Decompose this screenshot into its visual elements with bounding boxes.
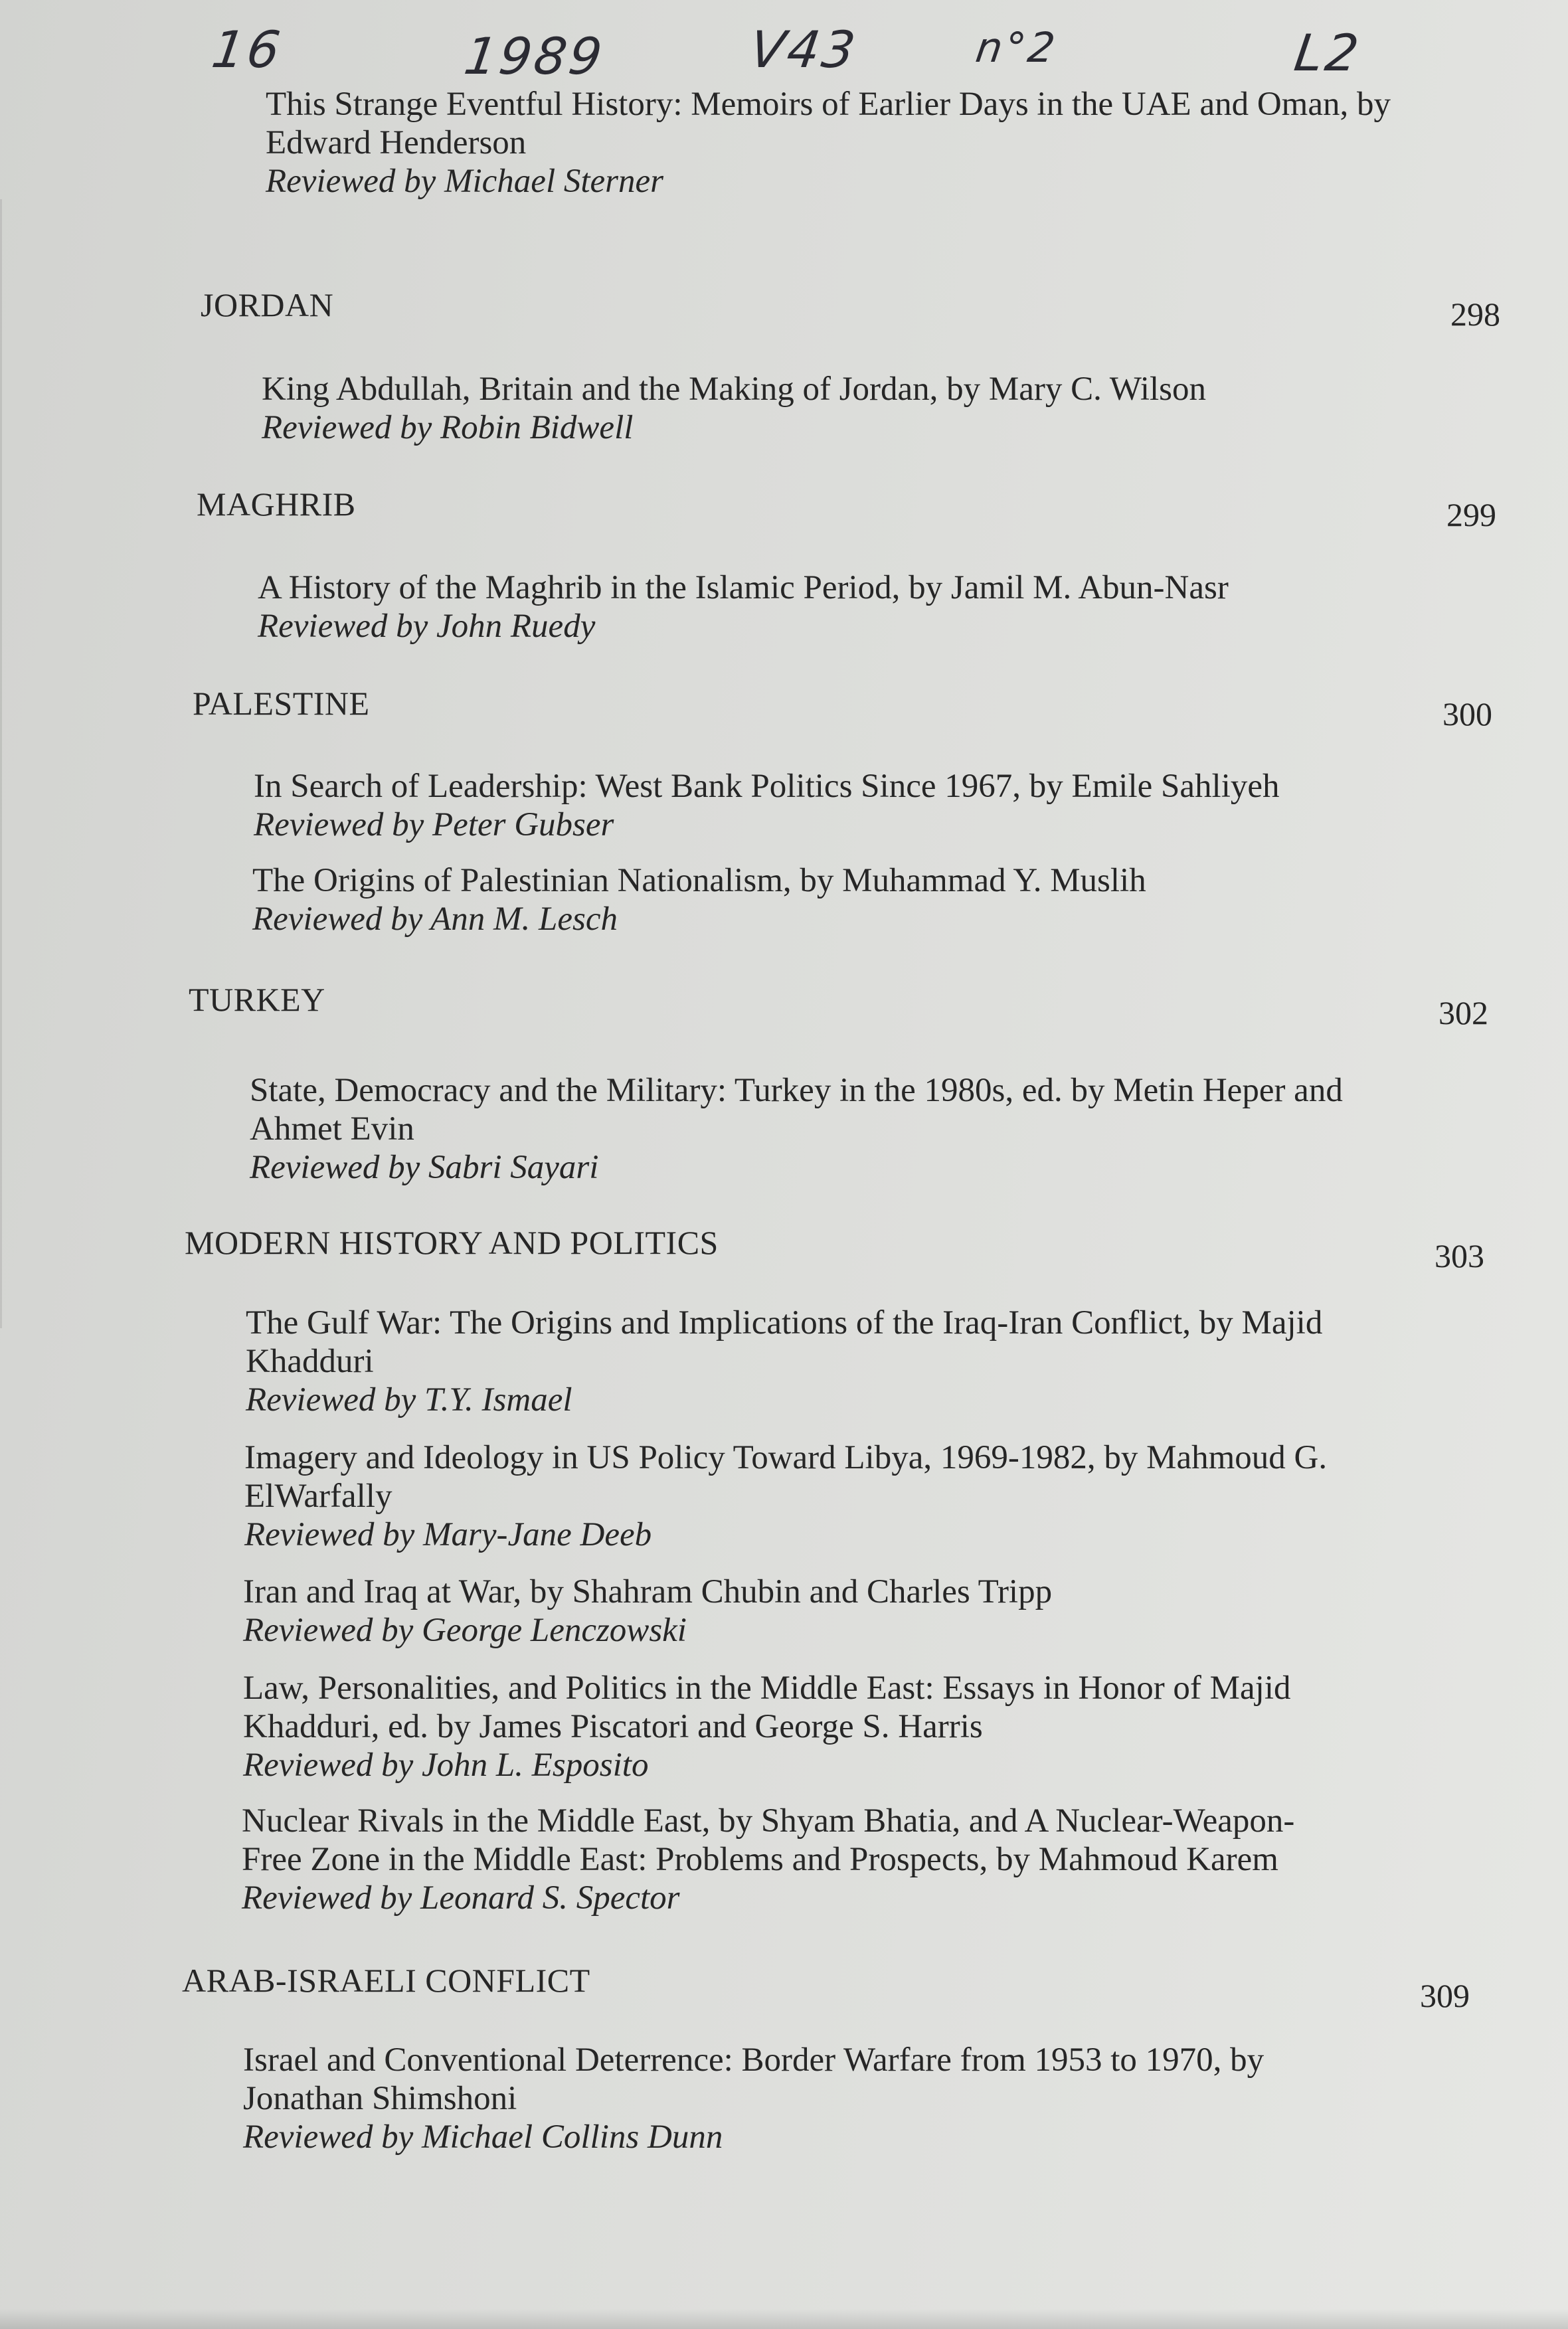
entry-title: The Origins of Palestinian Nationalism, by Muhammad Y. Muslih	[252, 862, 1146, 899]
handwritten-year: 1989	[460, 27, 608, 86]
section-page-arab-israeli: 309	[1420, 1977, 1470, 2014]
entry-reviewer: Reviewed by Ann M. Lesch	[252, 901, 618, 938]
entry-title: Nuclear Rivals in the Middle East, by Shyam Bhatia, and A Nuclear-Weapon-Free Zone in the Middle East: Problems and Prospects, by Mahmoud Karem	[242, 1802, 1295, 1878]
section-page-turkey: 302	[1438, 994, 1488, 1031]
entry-title: A History of the Maghrib in the Islamic Period, by Jamil M. Abun-Nasr	[258, 569, 1229, 606]
page-edge-shadow	[0, 199, 2, 1328]
toc-entry	[252, 861, 1421, 938]
toc-entry	[266, 85, 1435, 201]
section-page-jordan: 298	[1450, 296, 1500, 333]
entry-title: In Search of Leadership: West Bank Politics Since 1967, by Emile Sahliyeh	[254, 768, 1280, 805]
entry-reviewer: Reviewed by Sabri Sayari	[250, 1149, 599, 1186]
section-page-palestine: 300	[1442, 695, 1492, 733]
toc-entry	[250, 1071, 1352, 1187]
toc-entry	[262, 370, 1431, 447]
toc-entry	[242, 1802, 1344, 1917]
toc-entry	[243, 1669, 1346, 1784]
section-heading-arab-israeli: ARAB-ISRAELI CONFLICT	[182, 1962, 590, 1999]
entry-reviewer: Reviewed by Mary-Jane Deeb	[244, 1516, 652, 1553]
entry-reviewer: Reviewed by Michael Sterner	[266, 163, 664, 200]
toc-entry	[243, 2041, 1346, 2156]
entry-title: Imagery and Ideology in US Policy Toward Libya, 1969-1982, by Mahmoud G. ElWarfally	[244, 1439, 1328, 1515]
toc-entry	[243, 1573, 1412, 1650]
entry-title: King Abdullah, Britain and the Making of Jordan, by Mary C. Wilson	[262, 371, 1207, 408]
section-heading-palestine: PALESTINE	[193, 685, 370, 722]
entry-reviewer: Reviewed by John L. Esposito	[243, 1747, 649, 1784]
page-bottom-shadow	[0, 2309, 1568, 2329]
handwritten-issue: n°2	[972, 23, 1061, 72]
entry-title: Israel and Conventional Deterrence: Border Warfare from 1953 to 1970, by Jonathan Shimshoni	[243, 2041, 1264, 2117]
handwritten-volume: V43	[746, 20, 861, 79]
entry-title: Iran and Iraq at War, by Shahram Chubin and Charles Tripp	[243, 1573, 1053, 1610]
entry-title: This Strange Eventful History: Memoirs of Earlier Days in the UAE and Oman, by Edward Henderson	[266, 86, 1391, 161]
entry-reviewer: Reviewed by George Lenczowski	[243, 1612, 687, 1649]
entry-title: The Gulf War: The Origins and Implications of the Iraq-Iran Conflict, by Majid Khadduri	[246, 1304, 1323, 1380]
entry-title: State, Democracy and the Military: Turkey in the 1980s, ed. by Metin Heper and Ahmet Evin	[250, 1072, 1343, 1148]
section-heading-turkey: TURKEY	[189, 981, 325, 1018]
section-heading-maghrib: MAGHRIB	[197, 485, 356, 523]
entry-reviewer: Reviewed by Leonard S. Spector	[242, 1879, 680, 1917]
toc-entry	[244, 1438, 1347, 1554]
section-heading-modern-history: MODERN HISTORY AND POLITICS	[185, 1224, 719, 1261]
entry-reviewer: Reviewed by T.Y. Ismael	[246, 1381, 572, 1419]
toc-entry	[246, 1304, 1348, 1419]
handwritten-annotation	[199, 13, 1395, 93]
handwritten-number: 16	[208, 20, 286, 79]
toc-entry	[254, 767, 1423, 844]
section-page-modern-history: 303	[1435, 1237, 1484, 1274]
entry-reviewer: Reviewed by Michael Collins Dunn	[243, 2118, 723, 2156]
handwritten-code: L2	[1290, 23, 1365, 82]
entry-reviewer: Reviewed by Peter Gubser	[254, 806, 614, 843]
section-heading-jordan: JORDAN	[201, 286, 334, 323]
entry-title: Law, Personalities, and Politics in the Middle East: Essays in Honor of Majid Khadduri, ed. by James Piscatori and George S. Harris	[243, 1670, 1291, 1745]
section-page-maghrib: 299	[1446, 496, 1496, 533]
toc-entry	[258, 568, 1427, 646]
entry-reviewer: Reviewed by Robin Bidwell	[262, 409, 634, 446]
entry-reviewer: Reviewed by John Ruedy	[258, 608, 596, 645]
